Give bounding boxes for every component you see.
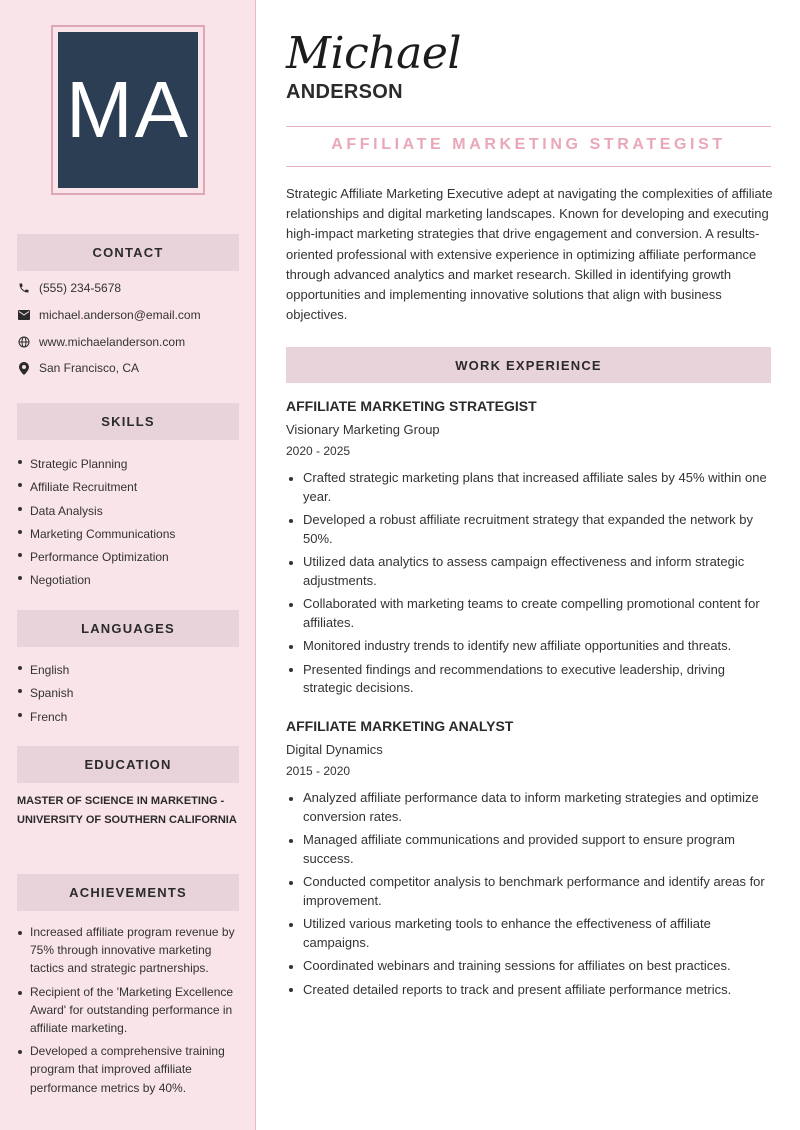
job-dates: 2020 - 2025 [286,444,351,458]
job-company: Visionary Marketing Group [286,422,440,437]
contact-phone [17,279,121,297]
contact-website [17,333,185,351]
work-experience-heading: WORK EXPERIENCE [286,347,771,383]
job-bullet: Developed a robust affiliate recruitment strategy that expanded the network by 50%. [286,511,774,549]
achievements-heading: ACHIEVEMENTS [17,874,239,911]
job-bullets [286,789,774,999]
skill-item: Affiliate Recruitment [17,476,242,499]
job-bullet: Utilized various marketing tools to enhance the effectiveness of affiliate campaigns. [286,915,774,953]
job-bullet: Conducted competitor analysis to benchmark performance and identify areas for improvement. [286,873,774,911]
profile-summary: Strategic Affiliate Marketing Executive adept at navigating the complexities of affiliate relationships and digital marketing landscapes. Known for developing and executing high-impact marketing strategies that drive engagement and conversion. A results-oriented professional with extensive experience in optimizing affiliate performance through advanced analytics and market research. Skilled in identifying growth opportunities and implementing innovative solutions that align with business objectives. [286,186,773,323]
job-bullet: Collaborated with marketing teams to create compelling promotional content for affiliates. [286,595,774,633]
globe-icon [17,335,31,349]
skills-heading: SKILLS [17,403,239,440]
job-bullet: Presented findings and recommendations to executive leadership, driving strategic decisions. [286,661,774,699]
job-role: AFFILIATE MARKETING ANALYST [286,718,514,734]
achievement-item: Increased affiliate program revenue by 75% through innovative marketing tactics and strategic partnerships. [17,923,242,978]
map-pin-icon [17,361,31,375]
monogram: MA [58,32,198,188]
contact-email [17,306,201,324]
job-title: AFFILIATE MARKETING STRATEGIST [331,136,726,153]
education-heading: EDUCATION [17,746,239,783]
job-bullets [286,469,774,698]
sidebar [0,0,256,1130]
envelope-icon [17,308,31,322]
language-item: English [17,659,242,682]
job-entry [286,718,774,1004]
last-name: ANDERSON [286,81,403,103]
title-rule-top [286,126,771,127]
skill-item: Negotiation [17,569,242,592]
languages-heading: LANGUAGES [17,610,239,647]
job-company: Digital Dynamics [286,742,383,757]
skill-item: Marketing Communications [17,523,242,546]
job-bullet: Coordinated webinars and training sessions for affiliates on best practices. [286,957,774,976]
language-item: French [17,706,242,729]
website-text[interactable]: www.michaelanderson.com [39,335,186,349]
job-bullet: Managed affiliate communications and provided support to ensure program success. [286,831,774,869]
job-bullet: Crafted strategic marketing plans that increased affiliate sales by 45% within one year. [286,469,774,507]
email-text[interactable]: michael.anderson@email.com [39,308,201,322]
achievement-item: Recipient of the 'Marketing Excellence Award' for outstanding performance in affiliate marketing. [17,983,242,1038]
job-bullet: Utilized data analytics to assess campaign effectiveness and inform strategic adjustments. [286,553,774,591]
skill-item: Performance Optimization [17,546,242,569]
achievement-item: Developed a comprehensive training program that improved affiliate performance metrics by 40%. [17,1042,242,1097]
language-item: Spanish [17,682,242,705]
location-text: San Francisco, CA [39,361,140,375]
monogram-frame [51,25,205,195]
job-dates: 2015 - 2020 [286,764,351,778]
phone-text: (555) 234-5678 [39,281,122,295]
phone-icon [17,281,31,295]
job-bullet: Created detailed reports to track and present affiliate performance metrics. [286,981,774,1000]
job-bullet: Analyzed affiliate performance data to inform marketing strategies and optimize conversion rates. [286,789,774,827]
job-role: AFFILIATE MARKETING STRATEGIST [286,398,537,414]
achievements-list [17,923,242,1102]
contact-location [17,359,139,377]
job-bullet: Monitored industry trends to identify new affiliate opportunities and threats. [286,637,774,656]
skills-list [17,453,242,593]
skill-item: Strategic Planning [17,453,242,476]
skill-item: Data Analysis [17,500,242,523]
title-rule-bottom [286,166,771,167]
first-name: Michael [286,28,461,79]
job-entry [286,398,774,703]
languages-list [17,659,242,729]
education-degree: MASTER OF SCIENCE IN MARKETING - UNIVERSITY OF SOUTHERN CALIFORNIA [17,795,237,826]
contact-heading: CONTACT [17,234,239,271]
